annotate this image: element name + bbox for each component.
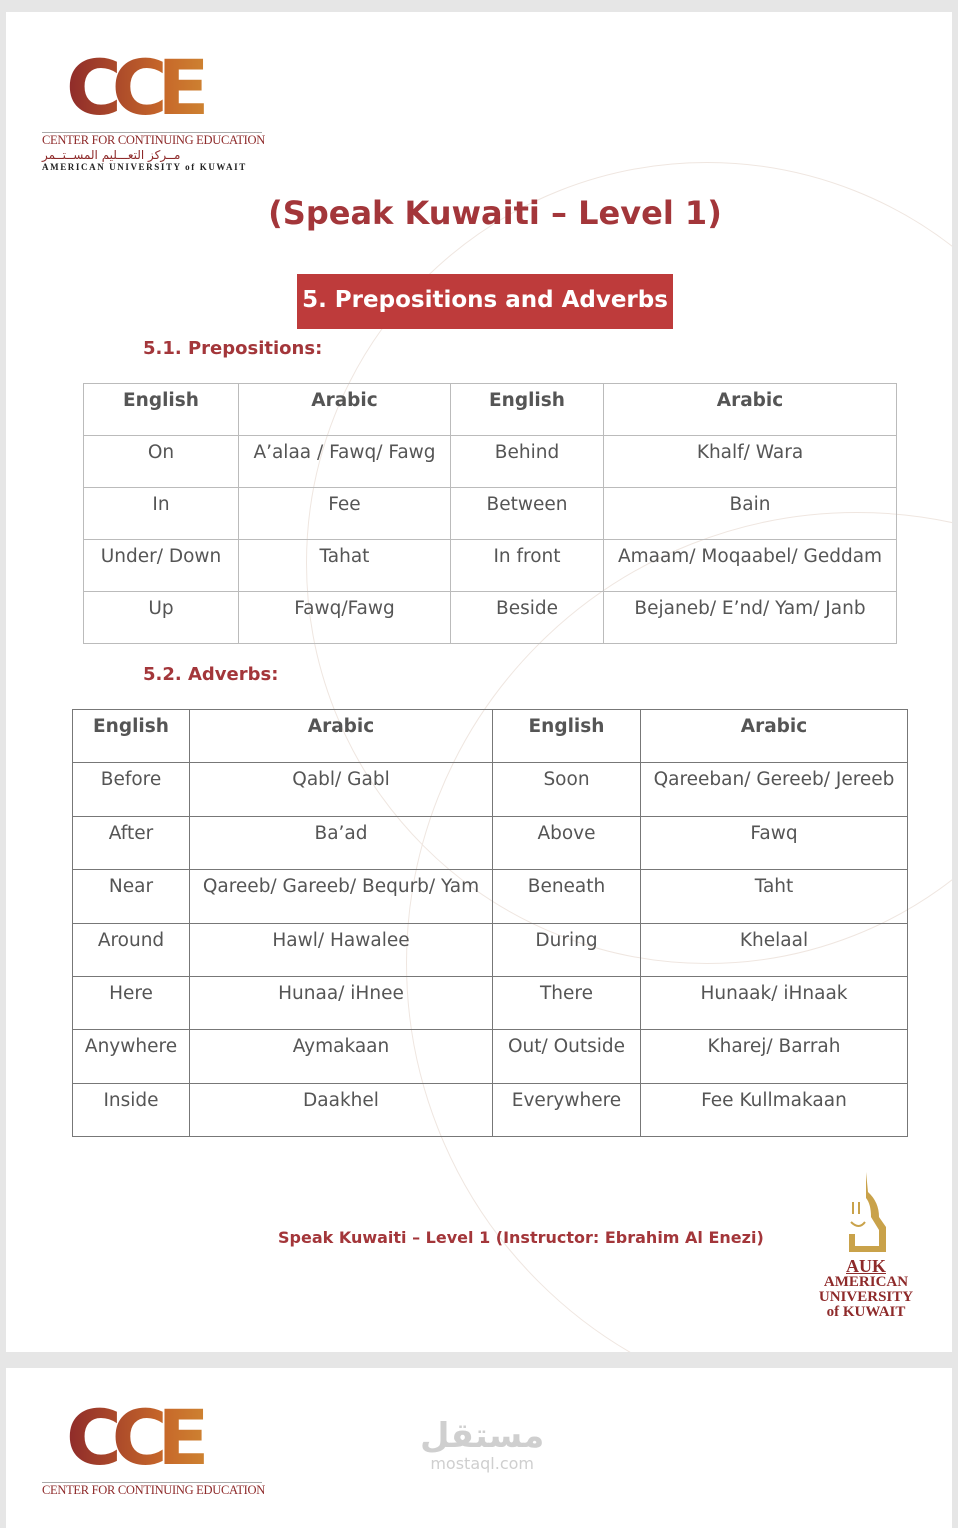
table-cell: Beside <box>451 592 604 644</box>
cce-logo: CCE CENTER FOR CONTINUING EDUCATION مــركز التعـــليم المســتــمر AMERICAN UNIVERSITY of KUWAIT <box>42 43 265 172</box>
table-header <box>84 384 897 436</box>
table-cell: Fee <box>239 488 451 540</box>
table-cell: Out/ Outside <box>493 1030 641 1083</box>
table-cell: Hawl/ Hawalee <box>190 923 493 976</box>
org-name: CENTER FOR CONTINUING EDUCATION <box>42 133 265 147</box>
table-cell: Amaam/ Moqaabel/ Geddam <box>604 540 897 592</box>
auk-logo: AUK AMERICAN UNIVERSITY of KUWAIT <box>806 1172 926 1320</box>
table-cell: Daakhel <box>190 1083 493 1136</box>
header-cell: Arabic <box>190 710 493 763</box>
watermark: مستقل mostaql.com <box>420 1416 545 1473</box>
table-cell: Beneath <box>493 870 641 923</box>
table-row <box>84 488 897 540</box>
section-banner: 5. Prepositions and Adverbs <box>297 274 673 329</box>
table-header <box>73 710 908 763</box>
table-row <box>84 540 897 592</box>
table-row <box>73 1083 908 1136</box>
header-cell: Arabic <box>641 710 908 763</box>
header-cell: Arabic <box>604 384 897 436</box>
adverbs-heading: 5.2. Adverbs: <box>143 664 279 685</box>
table-cell: A’alaa / Fawq/ Fawg <box>239 436 451 488</box>
adverbs-table <box>72 709 908 1137</box>
table-cell: Taht <box>641 870 908 923</box>
table-cell: There <box>493 976 641 1029</box>
table-cell: Between <box>451 488 604 540</box>
table-cell: Inside <box>73 1083 190 1136</box>
table-cell: During <box>493 923 641 976</box>
table-cell: Khelaal <box>641 923 908 976</box>
table-row <box>84 436 897 488</box>
table-cell: Aymakaan <box>190 1030 493 1083</box>
table-cell: Here <box>73 976 190 1029</box>
page-title: (Speak Kuwaiti – Level 1) <box>268 194 722 232</box>
header-cell: English <box>73 710 190 763</box>
table-cell: Anywhere <box>73 1030 190 1083</box>
table-row <box>73 870 908 923</box>
footer-text: Speak Kuwaiti – Level 1 (Instructor: Ebrahim Al Enezi) <box>278 1228 764 1247</box>
table-cell: Near <box>73 870 190 923</box>
table-cell: Qareeb/ Gareeb/ Bequrb/ Yam <box>190 870 493 923</box>
table-cell: Up <box>84 592 239 644</box>
table-cell: Hunaa/ iHnee <box>190 976 493 1029</box>
header-cell: Arabic <box>239 384 451 436</box>
table-cell: On <box>84 436 239 488</box>
table-cell: Qareeban/ Gereeb/ Jereeb <box>641 763 908 816</box>
table-cell: Kharej/ Barrah <box>641 1030 908 1083</box>
table-cell: Fawq <box>641 816 908 869</box>
table-cell: Around <box>73 923 190 976</box>
table-cell: Soon <box>493 763 641 816</box>
header-cell: English <box>84 384 239 436</box>
table-row <box>84 592 897 644</box>
table-cell: Hunaak/ iHnaak <box>641 976 908 1029</box>
table-cell: In <box>84 488 239 540</box>
table-cell: Bejaneb/ E’nd/ Yam/ Janb <box>604 592 897 644</box>
prepositions-table <box>83 383 897 644</box>
table-cell: Tahat <box>239 540 451 592</box>
table-cell: Fawq/Fawg <box>239 592 451 644</box>
document-page <box>6 12 952 1352</box>
table-cell: In front <box>451 540 604 592</box>
cce-logo-next: CCE CENTER FOR CONTINUING EDUCATION <box>42 1393 265 1497</box>
table-cell: Ba’ad <box>190 816 493 869</box>
table-row <box>73 1030 908 1083</box>
table-row <box>73 816 908 869</box>
table-cell: Khalf/ Wara <box>604 436 897 488</box>
header-cell: English <box>451 384 604 436</box>
table-cell: Everywhere <box>493 1083 641 1136</box>
table-cell: After <box>73 816 190 869</box>
tower-icon <box>841 1172 891 1252</box>
table-cell: Under/ Down <box>84 540 239 592</box>
table-cell: Before <box>73 763 190 816</box>
table-cell: Above <box>493 816 641 869</box>
university-name: AMERICAN UNIVERSITY of KUWAIT <box>42 162 247 172</box>
table-cell: Fee Kullmakaan <box>641 1083 908 1136</box>
header-cell: English <box>493 710 641 763</box>
table-cell: Qabl/ Gabl <box>190 763 493 816</box>
org-name-arabic: مــركز التعـــليم المســتــمر <box>42 148 181 162</box>
table-row <box>73 923 908 976</box>
prepositions-heading: 5.1. Prepositions: <box>143 338 323 359</box>
table-cell: Bain <box>604 488 897 540</box>
table-row <box>73 763 908 816</box>
table-cell: Behind <box>451 436 604 488</box>
table-row <box>73 976 908 1029</box>
next-page <box>6 1368 952 1528</box>
